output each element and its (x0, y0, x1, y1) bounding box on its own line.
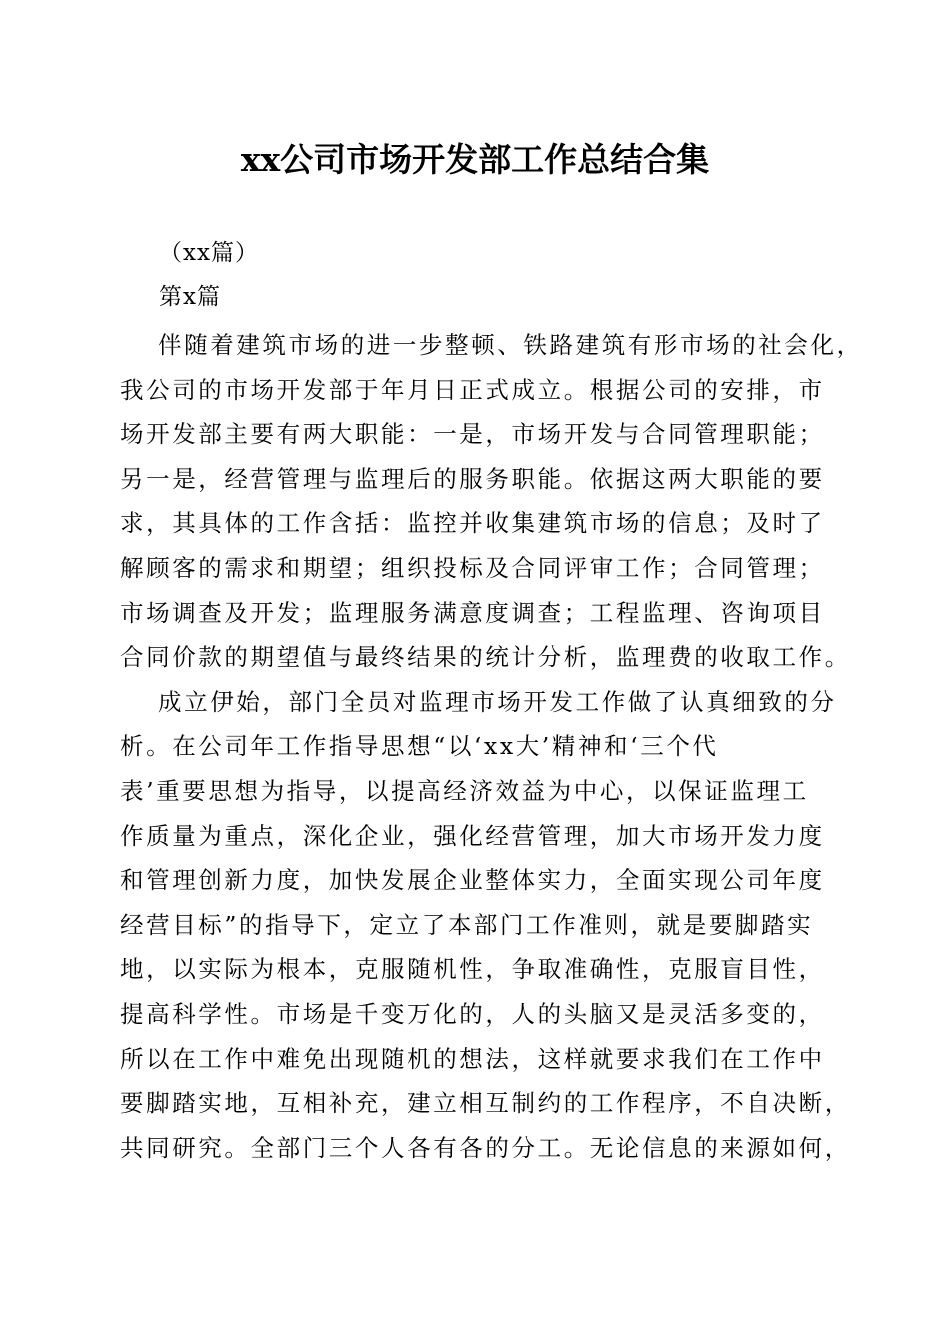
body-line: 共同研究。全部门三个人各有各的分工。无论信息的来源如何， (120, 1133, 851, 1162)
body-line: 我公司的市场开发部于年月日正式成立。根据公司的安排，市 (120, 375, 825, 404)
body-line: 成立伊始，部门全员对监理市场开发工作做了认真细致的分 (158, 687, 837, 716)
body-line: 表’重要思想为指导，以提高经济效益为中心，以保证监理工 (120, 776, 809, 805)
body-line: 合同价款的期望值与最终结果的统计分析，监理费的收取工作。 (120, 643, 851, 672)
body-line: 作质量为重点，深化企业，强化经营管理，加大市场开发力度 (120, 821, 825, 850)
body-line: 求，其具体的工作含括：监控并收集建筑市场的信息；及时了 (120, 509, 825, 538)
body-line: 析。在公司年工作指导思想“以‘xx大’精神和‘三个代 (120, 732, 719, 761)
series-label: （xx篇） (159, 240, 259, 266)
body-line: 市场调查及开发；监理服务满意度调查；工程监理、咨询项目 (120, 598, 825, 627)
body-text (120, 323, 863, 1170)
body-line: 经营目标”的指导下，定立了本部门工作准则，就是要脚踏实 (120, 910, 814, 939)
chapter-label: 第x篇 (159, 284, 221, 310)
body-line: 解顾客的需求和期望；组织投标及合同评审工作；合同管理； (120, 553, 825, 582)
body-line: 和管理创新力度，加快发展企业整体实力，全面实现公司年度 (120, 866, 825, 895)
body-line: 伴随着建筑市场的进一步整顿、铁路建筑有形市场的社会化， (158, 331, 863, 359)
body-line: 另一是，经营管理与监理后的服务职能。依据这两大职能的要 (120, 464, 825, 493)
document-title: xx公司市场开发部工作总结合集 (240, 140, 710, 179)
body-line: 场开发部主要有两大职能：一是，市场开发与合同管理职能； (120, 420, 825, 449)
body-line: 提高科学性。市场是千变万化的，人的头脑又是灵活多变的， (120, 999, 825, 1028)
body-line: 地，以实际为根本，克服随机性，争取准确性，克服盲目性， (120, 955, 825, 984)
body-line: 所以在工作中难免出现随机的想法，这样就要求我们在工作中 (120, 1044, 825, 1073)
body-line: 要脚踏实地，互相补充，建立相互制约的工作程序，不自决断， (120, 1089, 851, 1118)
